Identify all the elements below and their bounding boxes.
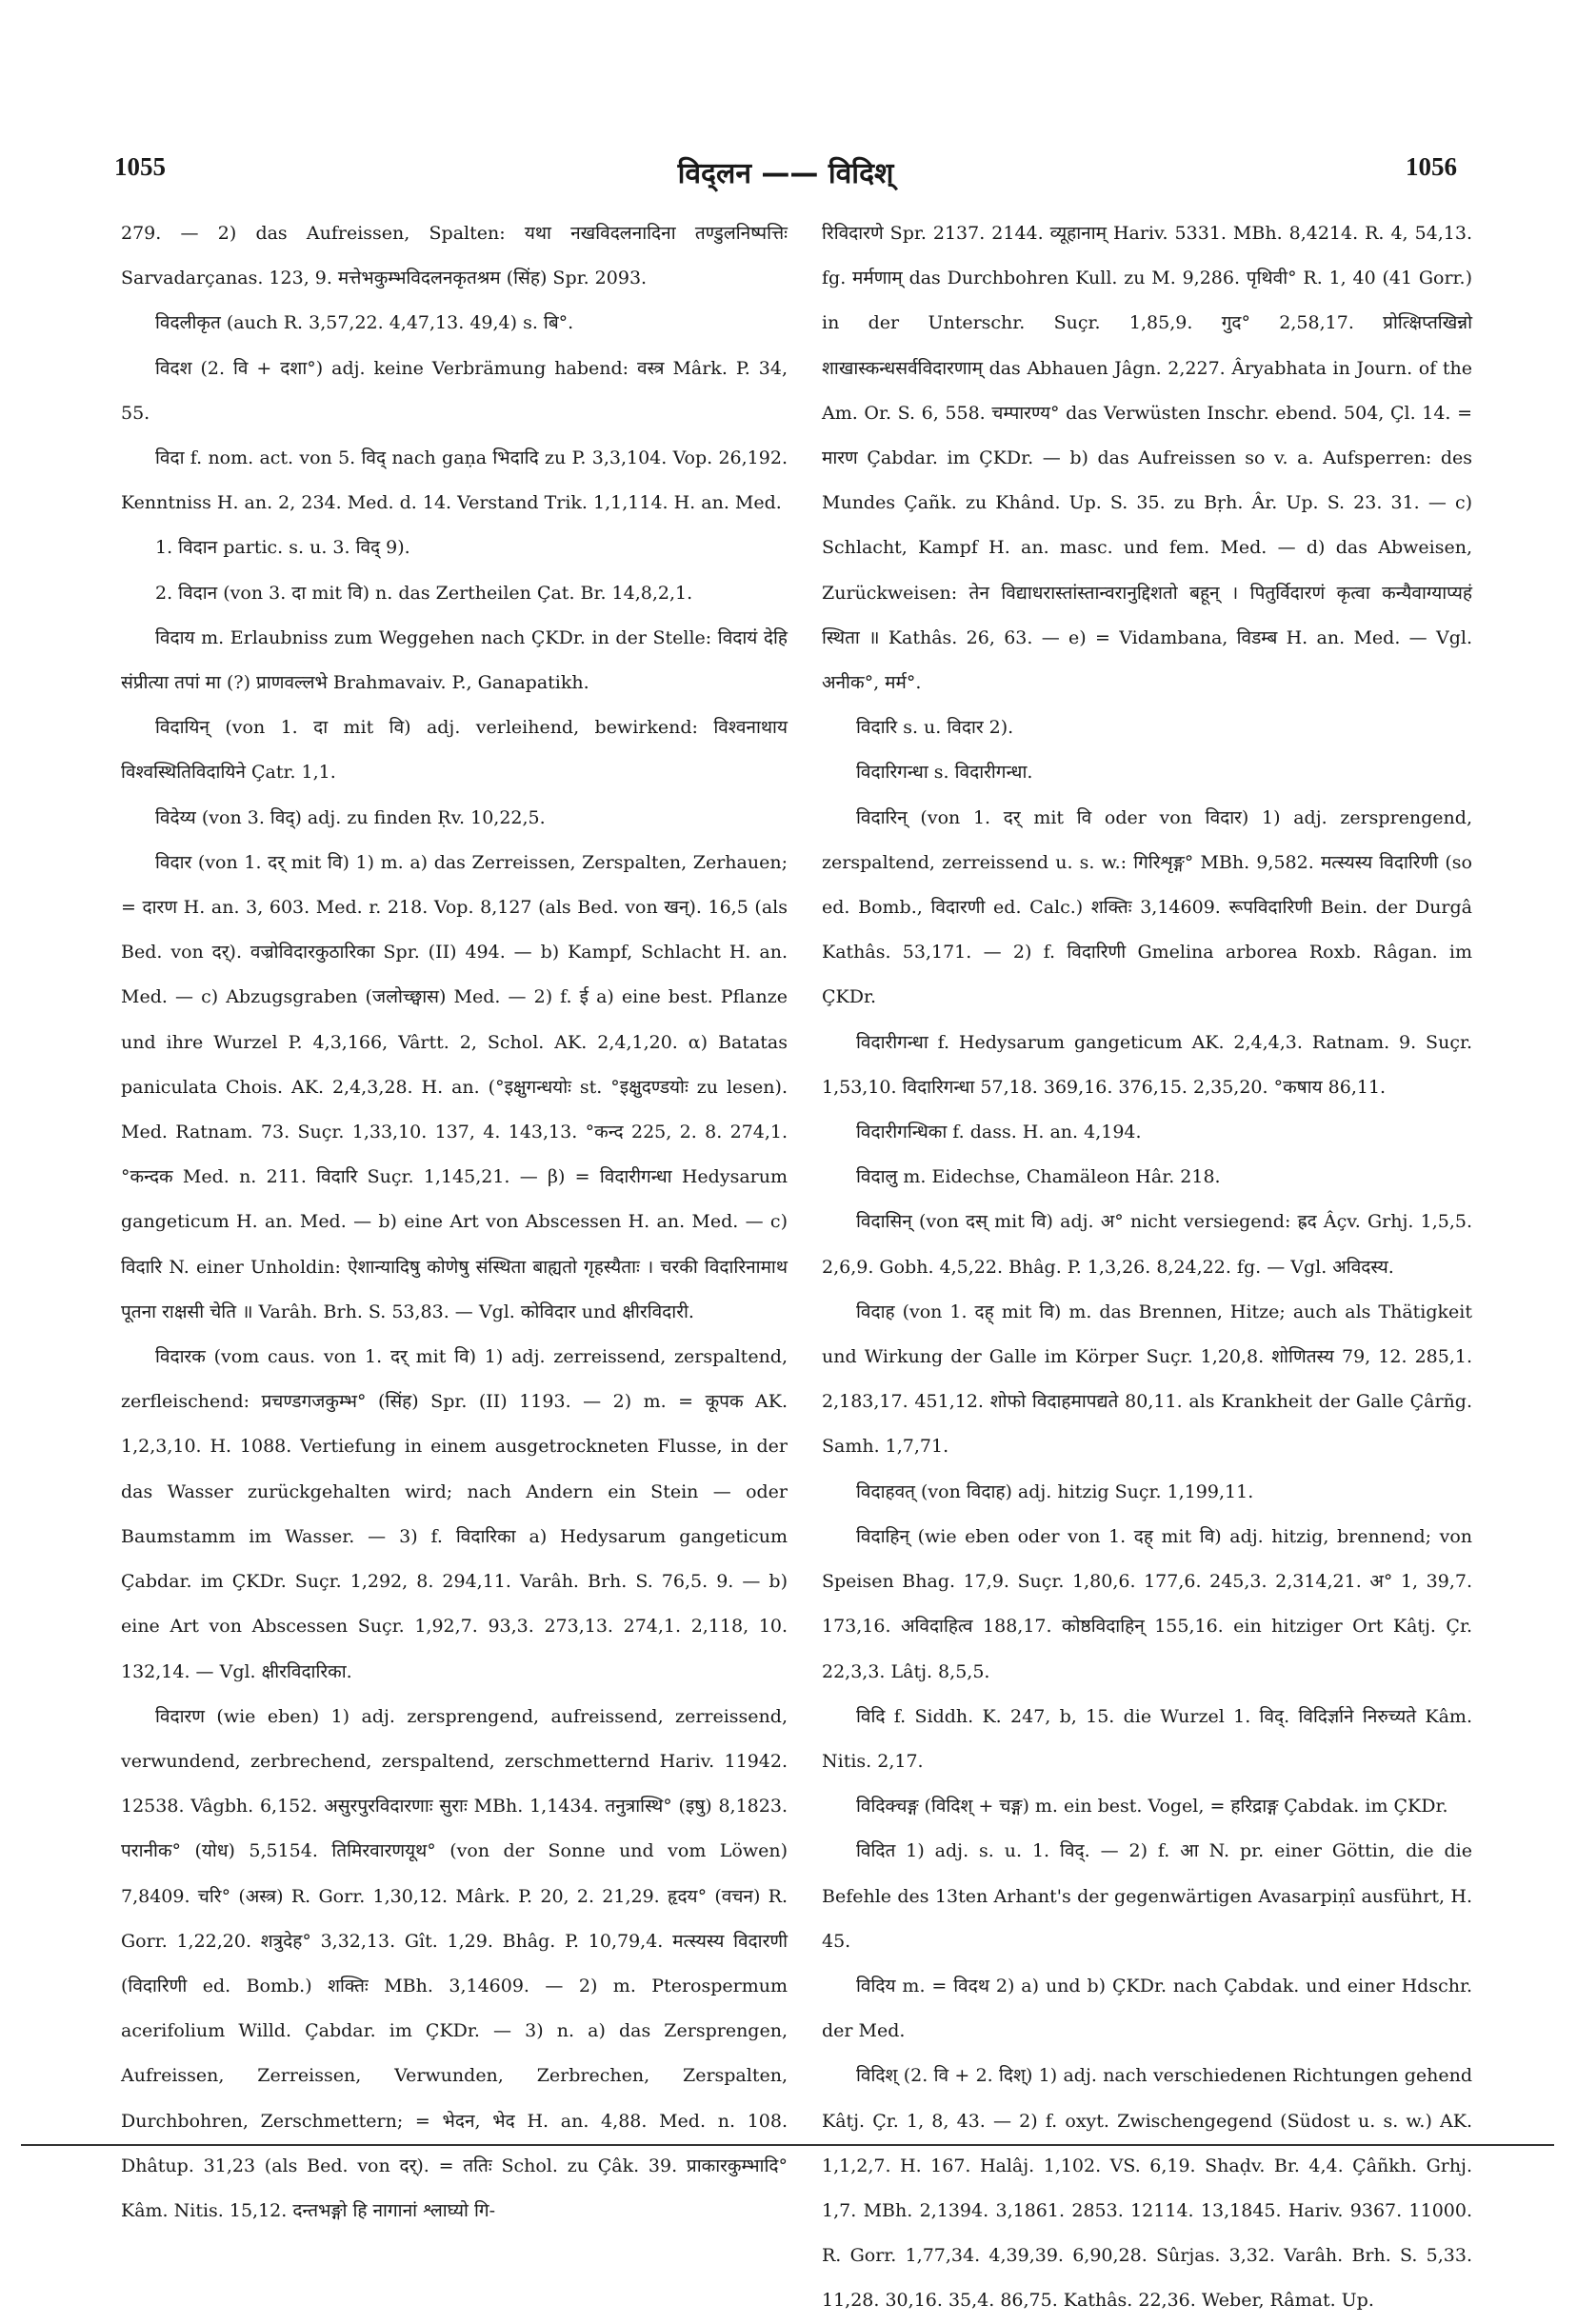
dictionary-entry: विदारक (vom caus. von 1. दर् mit वि) 1) adj. zerreissend, zerspaltend, zerfleischend: प्रचण्डगजकुम्भ° (सिंह) Spr. (II) 1193. — 2) m. = कूपक AK. 1,2,3,10. H. 1088. Vertiefung in einem ausgetrockneten Flusse, in der das Wasser zurückgehalten wird; nach Andern ein Stein — oder Baumstamm im Wasser. — 3) f. विदारिका a) Hedysarum gangeticum Çabdar. im ÇKDr. Suçr. 1,292, 8. 294,11. Varâh. Brh. S. 76,5. 9. — b) eine Art von Abscessen Suçr. 1,92,7. 93,3. 273,13. 274,1. 2,118, 10. 132,14. — Vgl. क्षीरविदारिका. [121,1346,788,1682]
dictionary-entry: 1. विदान partic. s. u. 3. विद् 9). [155,537,410,559]
dictionary-entry: विदिक्चङ्ग (विदिश् + चङ्ग) m. ein best. Vogel, = हरिद्राङ्ग Çabdak. im ÇKDr. [856,1796,1448,1817]
dictionary-entry: रिविदारणे Spr. 2137. 2144. व्यूहानाम् Hariv. 5331. MBh. 8,4214. R. 4, 54,13. fg. मर्मणाम् das Durchbohren Kull. zu M. 9,286. पृथिवी° R. 1, 40 (41 Gorr.) in der Unterschr. Suçr. 1,85,9. गुद° 2,58,17. प्रोत्क्षिप्तखिन्नो शाखास्कन्धसर्वविदारणाम् das Abhauen Jâgn. 2,227. Âryabhata in Journ. of the Am. Or. S. 6, 558. चम्पारण्य° das Verwüsten Inschr. ebend. 504, Çl. 14. = मारण Çabdar. im ÇKDr. — b) das Aufreissen so v. a. Aufsperren: des Mundes Çañk. zu Khând. Up. S. 35. zu Bṛh. Âr. Up. S. 23. 31. — c) Schlacht, Kampf H. an. masc. und fem. Med. — d) das Abweisen, Zurückweisen: तेन विद्याधरास्तांस्तान्वरानुद्दिशतो बहून् । पितुर्विदारणं कृत्वा कन्यैवाग्याप्यहं स्थिता ॥ Kathâs. 26, 63. — e) = Vidambana, विडम्ब H. an. Med. — Vgl. अनीक°, मर्म°. [822,223,1472,694]
dictionary-entry: विदारि s. u. विदार 2). [856,717,1014,739]
dictionary-entry: विदारण (wie eben) 1) adj. zersprengend, aufreissend, zerreissend, verwundend, zerbrechend, zerspaltend, zerschmetternd Hariv. 11942. 12538. Vâgbh. 6,152. असुरपुरविदारणाः सुराः MBh. 1,1434. तनुत्रास्थि° (इषु) 8,1823. परानीक° (योध) 5,5154. तिमिरवारणयूथ° (von der Sonne und vom Löwen) 7,8409. चरि° (अस्त्र) R. Gorr. 1,30,12. Mârk. P. 20, 2. 21,29. हृदय° (वचन) R. Gorr. 1,22,20. शत्रुदेह° 3,32,13. Gît. 1,29. Bhâg. P. 10,79,4. मत्स्यस्य विदारणी (विदारिणी ed. Bomb.) शक्तिः MBh. 3,14609. — 2) m. Pterospermum acerifolium Willd. Çabdar. im ÇKDr. — 3) n. a) das Zersprengen, Aufreissen, Zerreissen, Verwunden, Zerbrechen, Zerspalten, Durchbohren, Zerschmettern; = भेदन, भेद H. an. 4,88. Med. n. 108. Dhâtup. 31,23 (als Bed. von दर्). = ततिः Schol. zu Çâk. 39. प्राकारकुम्भादि° Kâm. Nitis. 15,12. दन्तभङ्गो हि नागानां श्लाघ्यो गि- [121,1705,788,2221]
dictionary-entry: विदालु m. Eidechse, Chamäleon Hâr. 218. [856,1166,1221,1188]
running-title: विद्लन —— विदिश् [677,157,894,190]
dictionary-entry: विदायिन् (von 1. दा mit वि) adj. verleihend, bewirkend: विश्वनाथाय विश्वस्थितिविदायिने Çatr. 1,1. [121,717,788,784]
dictionary-entry: विदिय m. = विदथ 2) a) und b) ÇKDr. nach Çabdak. und einer Hdschr. der Med. [822,1975,1472,2042]
page-number-right: 1056 [1406,152,1457,181]
dictionary-entry: विदित 1) adj. s. u. 1. विद्. — 2) f. आ N. pr. einer Göttin, die die Befehle des 13ten Arhant's der gegenwärtigen Avasarpiṇî ausführt, H. 45. [822,1840,1472,1952]
footer-rule [21,2144,1554,2146]
page-number-left: 1055 [114,152,166,181]
dictionary-entry: विदारिन् (von 1. दर् mit वि oder von विदार) 1) adj. zersprengend, zerspaltend, zerreissend u. s. w.: गिरिशृङ्ग° MBh. 9,582. मत्स्यस्य विदारिणी (so ed. Bomb., विदारणी ed. Calc.) शक्तिः 3,14609. रूपविदारिणी Bein. der Durgâ Kathâs. 53,171. — 2) f. विदारिणी Gmelina arborea Roxb. Râgan. im ÇKDr. [822,806,1472,1008]
dictionary-entry: विदलीकृत (auch R. 3,57,22. 4,47,13. 49,4) s. बि°. [155,312,574,334]
dictionary-entry: विदारिगन्धा s. विदारीगन्धा. [856,762,1033,784]
dictionary-entry: विदेय्य (von 3. विद्) adj. zu finden Ṛv. 10,22,5. [155,806,546,828]
left-column [121,211,788,2234]
dictionary-entry: विदा f. nom. act. von 5. विद् nach gaṇa भिदादि zu P. 3,3,104. Vop. 26,192. Kenntniss H. an. 2, 234. Med. d. 14. Verstand Trik. 1,1,114. H. an. Med. [121,447,788,514]
page-header [114,152,1457,200]
dictionary-entry: विदारीगन्धा f. Hedysarum gangeticum AK. 2,4,4,3. Ratnam. 9. Suçr. 1,53,10. विदारिगन्धा 57,18. 369,16. 376,15. 2,35,20. °कषाय 86,11. [822,1031,1472,1098]
dictionary-entry: विदासिन् (von दस् mit वि) adj. अ° nicht versiegend: ह्रद Âçv. Grhj. 1,5,5. 2,6,9. Gobh. 4,5,22. Bhâg. P. 1,3,26. 8,24,22. fg. — Vgl. अविदस्य. [822,1211,1472,1278]
dictionary-entry: विदाहवत् (von विदाह) adj. hitzig Suçr. 1,199,11. [856,1480,1254,1502]
dictionary-entry: विदिश् (2. वि + 2. दिश्) 1) adj. nach verschiedenen Richtungen gehend Kâtj. Çr. 1, 8, 43. — 2) f. oxyt. Zwischengegend (Südost u. s. w.) AK. 1,1,2,7. H. 167. Halâj. 1,102. VS. 6,19. Shaḍv. Br. 4,4. Çâñkh. Grhj. 1,7. MBh. 2,1394. 3,1861. 2853. 12114. 13,1845. Hariv. 9367. 11000. R. Gorr. 1,77,34. 4,39,39. 6,90,28. Sûrjas. 3,32. Varâh. Brh. S. 5,33. 11,28. 30,16. 35,4. 86,75. Kathâs. 22,36. Weber, Râmat. Up. [822,2065,1472,2312]
dictionary-entry: विदाहिन् (wie eben oder von 1. दह् mit वि) adj. hitzig, brennend; von Speisen Bhag. 17,9. Suçr. 1,80,6. 177,6. 245,3. 2,314,21. अ° 1, 39,7. 173,16. अविदाहित्व 188,17. कोष्ठविदाहिन् 155,16. ein hitziger Ort Kâtj. Çr. 22,3,3. Lâtj. 8,5,5. [822,1525,1472,1682]
dictionary-entry: विदाय m. Erlaubniss zum Weggehen nach ÇKDr. in der Stelle: विदायं देहि संप्रीत्या तपां मा (?) प्राणवल्लभे Brahmavaiv. P., Ganapatikh. [121,626,788,694]
dictionary-entry: विदाह (von 1. दह् mit वि) m. das Brennen, Hitze; auch als Thätigkeit und Wirkung der Galle im Körper Suçr. 1,20,8. शोणितस्य 79, 12. 285,1. 2,183,17. 451,12. शोफो विदाहमापद्यते 80,11. als Krankheit der Galle Çârñg. Samh. 1,7,71. [822,1301,1472,1458]
dictionary-entry: 279. — 2) das Aufreissen, Spalten: यथा नखविदलनादिना तण्डुलनिष्पत्तिः Sarvadarçanas. 123, 9. मत्तेभकुम्भविदलनकृतश्रम (सिंह) Spr. 2093. [121,223,788,289]
dictionary-entry: विदि f. Siddh. K. 247, b, 15. die Wurzel 1. विद्. विदिर्ज्ञाने निरुच्यते Kâm. Nitis. 2,17. [822,1705,1472,1772]
right-column [822,211,1472,2324]
dictionary-entry: विदश (2. वि + दशा°) adj. keine Verbrämung habend: वस्त्र Mârk. P. 34, 55. [121,357,788,424]
dictionary-entry: विदार (von 1. दर् mit वि) 1) m. a) das Zerreissen, Zerspalten, Zerhauen; = दारण H. an. 3, 603. Med. r. 218. Vop. 8,127 (als Bed. von खन्). 16,5 (als Bed. von दर्). वज्रोविदारकुठारिका Spr. (II) 494. — b) Kampf, Schlacht H. an. Med. — c) Abzugsgraben (जलोच्छ्वास) Med. — 2) f. ई a) eine best. Pflanze und ihre Wurzel P. 4,3,166, Vârtt. 2, Schol. AK. 2,4,1,20. α) Batatas paniculata Chois. AK. 2,4,3,28. H. an. (°इक्षुगन्धयोः st. °इक्षुदण्डयोः zu lesen). Med. Ratnam. 73. Suçr. 1,33,10. 137, 4. 143,13. °कन्द 225, 2. 8. 274,1. °कन्दक Med. n. 211. विदारि Suçr. 1,145,21. — β) = विदारीगन्धा Hedysarum gangeticum H. an. Med. — b) eine Art von Abscessen H. an. Med. — c) विदारि N. einer Unholdin: ऐशान्यादिषु कोणेषु संस्थिता बाह्यतो गृहस्यैताः । चरकी विदारिनामाथ पूतना राक्षसी चेति ॥ Varâh. Brh. S. 53,83. — Vgl. कोविदार und क्षीरविदारी. [121,851,788,1322]
dictionary-entry: 2. विदान (von 3. दा mit वि) n. das Zertheilen Çat. Br. 14,8,2,1. [155,582,693,604]
dictionary-entry: विदारीगन्धिका f. dass. H. an. 4,194. [856,1122,1142,1143]
